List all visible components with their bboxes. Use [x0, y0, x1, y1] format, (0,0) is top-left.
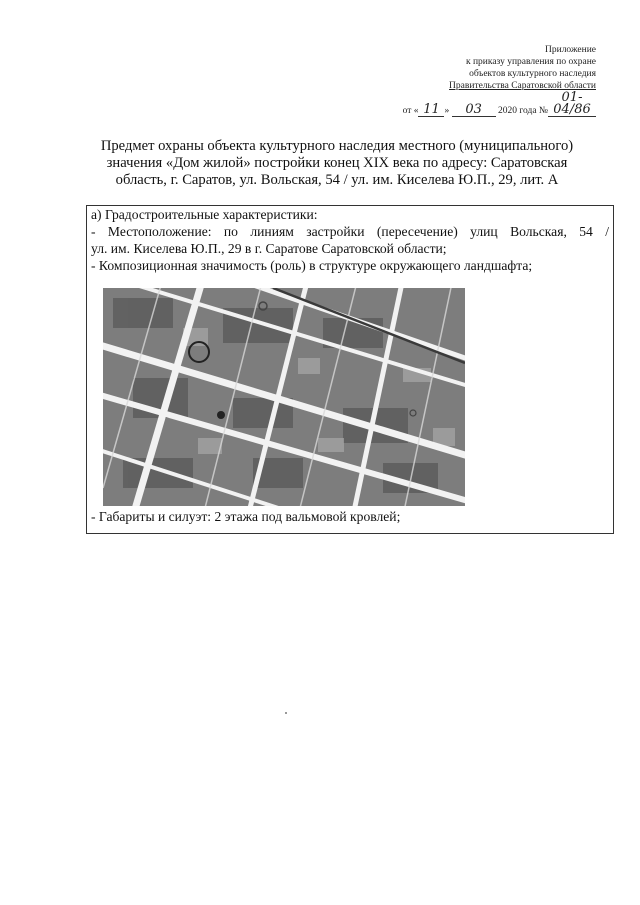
- date-month: 03: [452, 104, 496, 117]
- document-title: [72, 138, 602, 189]
- appendix-department: объектов культурного наследия: [469, 69, 596, 79]
- aerial-map-image: [103, 288, 465, 506]
- section-heading: а) Градостроительные характеристики:: [91, 207, 318, 222]
- date-day: 11: [418, 104, 444, 117]
- title-line-2: значения «Дом жилой» постройки конец XIX века по адресу: Саратовская: [106, 155, 568, 171]
- composition-line: - Композиционная значимость (роль) в структуре окружающего ландшафта;: [91, 258, 533, 273]
- title-line-3: область, г. Саратов, ул. Вольская, 54 / ул. им. Киселева Ю.П., 29, лит. А: [115, 172, 559, 188]
- date-mid: »: [444, 106, 450, 116]
- dimensions-line: - Габариты и силуэт: 2 этажа под вальмовой кровлей;: [91, 509, 401, 524]
- stray-mark: [285, 712, 287, 714]
- date-year: 2020 года №: [497, 106, 548, 116]
- location-line-1: - Местоположение: по линиям застройки (пересечение) улиц Вольская, 54 /: [91, 224, 609, 239]
- date-prefix: от «: [402, 106, 419, 116]
- appendix-date-line: [356, 92, 596, 117]
- appendix-government: Правительства Саратовской области: [449, 81, 596, 91]
- appendix-header: [356, 44, 596, 117]
- title-line-1: Предмет охраны объекта культурного наследия местного (муниципального): [100, 138, 574, 154]
- map-svg: [103, 288, 465, 506]
- characteristics-text: [87, 206, 613, 274]
- order-number: 01-04/86: [548, 92, 596, 117]
- characteristics-box: [86, 205, 614, 534]
- appendix-title: Приложение: [545, 45, 596, 55]
- appendix-order-ref: к приказу управления по охране: [465, 57, 596, 67]
- location-line-2: ул. им. Киселева Ю.П., 29 в г. Саратове Саратовской области;: [91, 241, 447, 256]
